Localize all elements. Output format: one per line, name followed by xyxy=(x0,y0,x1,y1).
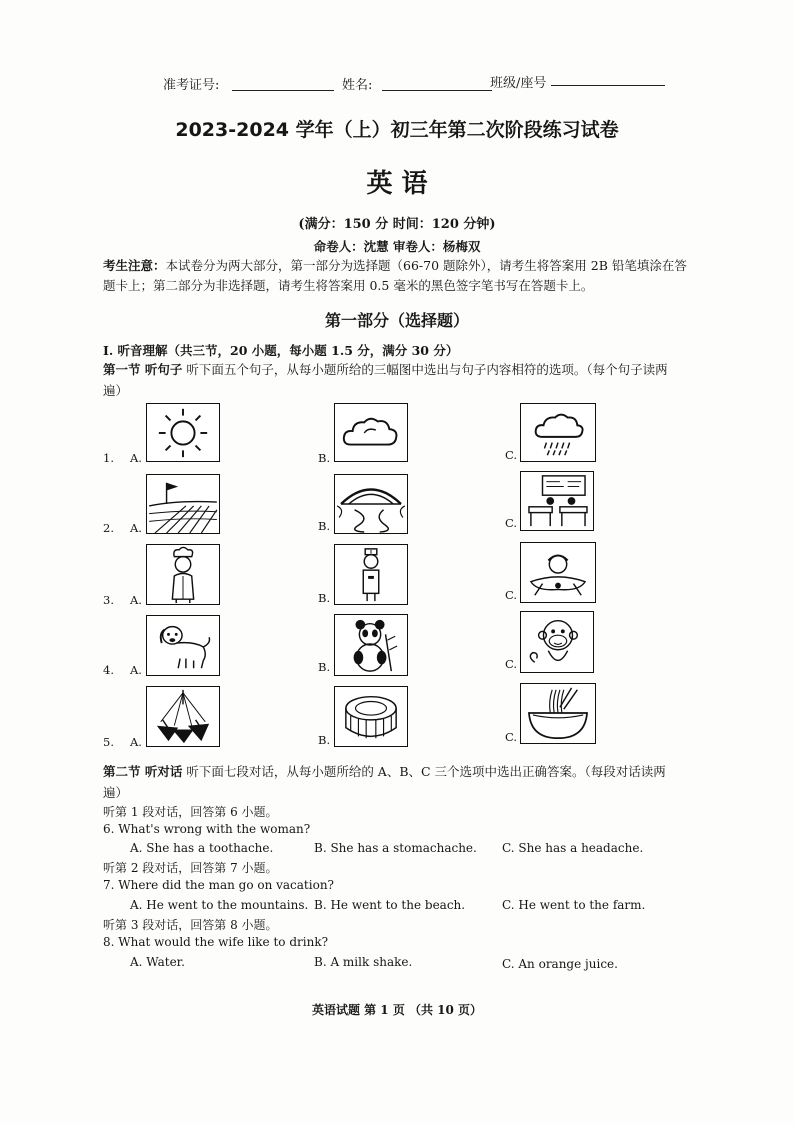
q5-option-a-image[interactable] xyxy=(146,686,220,747)
bridge-river-icon xyxy=(335,475,407,533)
q1-option-c-label: C. xyxy=(505,448,518,462)
question-6: 6. What's wrong with the woman? xyxy=(103,822,311,836)
cook-icon xyxy=(147,545,219,604)
q7-option-c[interactable]: C. He went to the farm. xyxy=(502,898,646,912)
sub2-line-1 xyxy=(103,762,666,782)
sub1-line-2: 遍） xyxy=(103,383,129,398)
q5-option-a-label: A. xyxy=(130,735,142,749)
q2-option-b-label: B. xyxy=(318,519,331,533)
sub1-line-1 xyxy=(103,360,668,380)
q2-option-a-image[interactable] xyxy=(146,474,220,534)
authors: 命卷人：沈慧 审卷人：杨梅双 xyxy=(313,239,481,254)
dialog-3-intro: 听第 3 段对话，回答第 8 小题。 xyxy=(103,918,278,932)
q8-option-b[interactable]: B. A milk shake. xyxy=(314,955,413,969)
dialog-1-intro: 听第 1 段对话，回答第 6 小题。 xyxy=(103,805,278,819)
q4-option-b-label: B. xyxy=(318,660,331,674)
rain-cloud-icon xyxy=(521,404,595,461)
q6-option-c[interactable]: C. She has a headache. xyxy=(502,841,644,855)
q1-option-c-image[interactable] xyxy=(520,403,596,462)
score-time: (满分：150 分 时间：120 分钟) xyxy=(298,217,496,232)
doctor-icon xyxy=(335,545,407,604)
paper-title: 2023-2024 学年（上）初三年第二次阶段练习试卷 xyxy=(175,119,619,141)
subject-title: 英 语 xyxy=(366,169,428,199)
q2-option-c-label: C. xyxy=(505,516,518,530)
notice-line-2: 题卡上；第二部分为非选择题，请考生将答案用 0.5 毫米的黑色签字笔书写在答题卡上。 xyxy=(103,278,594,293)
sub2-line-2: 遍） xyxy=(103,785,129,800)
sub2-label: 第二节 听对话 xyxy=(103,764,183,779)
q2-option-a-label: A. xyxy=(130,521,142,535)
q3-option-b-label: B. xyxy=(318,591,331,605)
q1-option-b-label: B. xyxy=(318,451,331,465)
q4-option-a-label: A. xyxy=(130,663,142,677)
q2-number: 2. xyxy=(103,521,114,535)
question-7: 7. Where did the man go on vacation? xyxy=(103,878,334,892)
q3-option-a-label: A. xyxy=(130,593,142,607)
q6-option-a[interactable]: A. She has a toothache. xyxy=(130,841,274,855)
q5-option-c-label: C. xyxy=(505,730,518,744)
name-label: 姓名: xyxy=(342,78,373,93)
field-flag-icon xyxy=(147,475,219,533)
q3-option-c-image[interactable] xyxy=(520,542,596,603)
dialog-2-intro: 听第 2 段对话，回答第 7 小题。 xyxy=(103,861,278,875)
q5-option-c-image[interactable] xyxy=(520,683,596,744)
mooncake-icon xyxy=(335,687,407,746)
q3-number: 3. xyxy=(103,593,114,607)
part1-title: 第一部分（选择题） xyxy=(324,311,469,330)
sun-icon xyxy=(147,404,219,461)
sub1-text: 听下面五个句子，从每小题所给的三幅图中选出与句子内容相符的选项。（每个句子读两 xyxy=(182,362,668,377)
q7-option-a[interactable]: A. He went to the mountains. xyxy=(130,898,309,912)
classroom-icon xyxy=(521,472,593,530)
section1-heading: I. 听音理解（共三节，20 小题，每小题 1.5 分，满分 30 分） xyxy=(103,343,459,358)
pilot-icon xyxy=(521,543,595,602)
page-footer: 英语试题 第 1 页 （共 10 页） xyxy=(311,1003,483,1017)
q4-number: 4. xyxy=(103,663,114,677)
q2-option-c-image[interactable] xyxy=(520,471,594,531)
exam-number-label: 准考证号: xyxy=(163,78,220,93)
q4-option-b-image[interactable] xyxy=(334,614,408,676)
cloud-icon xyxy=(335,404,407,461)
q4-option-c-image[interactable] xyxy=(520,611,594,673)
sub2-text: 听下面七段对话，从每小题所给的 A、B、C 三个选项中选出正确答案。（每段对话读两 xyxy=(182,764,666,779)
q4-option-a-image[interactable] xyxy=(146,615,220,676)
name-blank xyxy=(382,90,492,91)
q6-option-b[interactable]: B. She has a stomachache. xyxy=(314,841,477,855)
monkey-icon xyxy=(521,612,593,672)
dog-icon xyxy=(147,616,219,675)
q5-number: 5. xyxy=(103,735,114,749)
q4-option-c-label: C. xyxy=(505,657,518,671)
q1-option-a-image[interactable] xyxy=(146,403,220,462)
notice-label: 考生注意： xyxy=(103,258,166,273)
panda-icon xyxy=(335,615,407,675)
q3-option-a-image[interactable] xyxy=(146,544,220,605)
zongzi-icon xyxy=(147,687,219,746)
q8-option-c[interactable]: C. An orange juice. xyxy=(502,957,618,971)
noodles-icon xyxy=(521,684,595,743)
notice-text-1: 本试卷分为两大部分，第一部分为选择题（66-70 题除外），请考生将答案用 2B 铅笔填涂在答 xyxy=(165,258,687,273)
notice-line-1 xyxy=(103,256,723,276)
exam-number-blank xyxy=(232,90,334,91)
q5-option-b-image[interactable] xyxy=(334,686,408,747)
q7-option-b[interactable]: B. He went to the beach. xyxy=(314,898,466,912)
class-seat-label: 班级/座号 xyxy=(490,76,547,91)
q1-option-a-label: A. xyxy=(130,451,142,465)
class-seat-blank xyxy=(551,85,665,86)
sub1-label: 第一节 听句子 xyxy=(103,362,183,377)
q2-option-b-image[interactable] xyxy=(334,474,408,534)
q3-option-b-image[interactable] xyxy=(334,544,408,605)
question-8: 8. What would the wife like to drink? xyxy=(103,935,329,949)
q3-option-c-label: C. xyxy=(505,588,518,602)
q1-number: 1. xyxy=(103,451,114,465)
q5-option-b-label: B. xyxy=(318,733,331,747)
q1-option-b-image[interactable] xyxy=(334,403,408,462)
q8-option-a[interactable]: A. Water. xyxy=(130,955,185,969)
